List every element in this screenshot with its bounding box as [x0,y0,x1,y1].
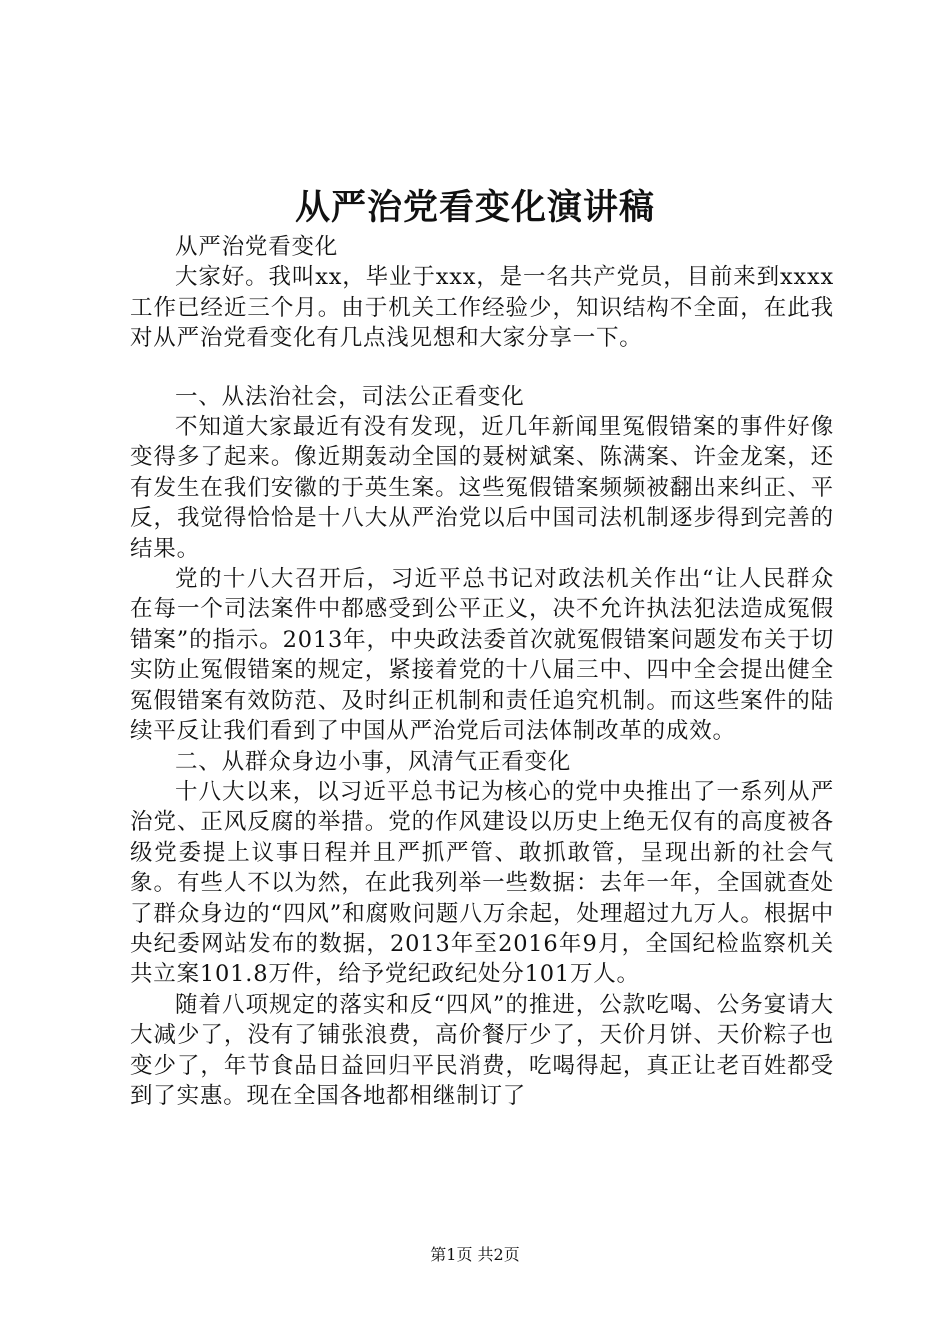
page-number-footer: 第1页 共2页 [430,1245,520,1264]
paragraph-section2-a: 十八大以来，以习近平总书记为核心的党中央推出了一系列从严治党、正风反腐的举措。党的作风建设以历史上绝无仅有的高度被各级党委提上议事日程并且严抓严管、敢抓敢管，呈现出新的社会气象。有些人不以为然，在此我列举一些数据：去年一年，全国就查处了群众身边的“四风”和腐败问题八万余起，处理超过九万人。根据中央纪委网站发布的数据，2013年至2016年9月，全国纪检监察机关共立案101.8万件，给予党纪政纪处分101万人。 [130,778,834,988]
paragraph-section1-b: 党的十八大召开后，习近平总书记对政法机关作出“让人民群众在每一个司法案件中都感受到公平正义，决不允许执法犯法造成冤假错案”的指示。2013年，中央政法委首次就冤假错案问题发布关于切实防止冤假错案的规定，紧接着党的十八届三中、四中全会提出健全冤假错案有效防范、及时纠正机制和责任追究机制。而这些案件的陆续平反让我们看到了中国从严治党后司法体制改革的成效。 [130,566,834,745]
section-heading-1: 一、从法治社会，司法公正看变化 [175,383,525,410]
document-title: 从严治党看变化演讲稿 [294,187,655,228]
paragraph-section2-b: 随着八项规定的落实和反“四风”的推进，公款吃喝、公务宴请大大减少了，没有了铺张浪费，高价餐厅少了，天价月饼、天价粽子也变少了，年节食品日益回归平民消费，吃喝得起，真正让老百姓都受到了实惠。现在全国各地都相继制订了 [130,991,834,1109]
paragraph-spacer [130,354,834,382]
paragraph-subtitle: 从严治党看变化 [175,234,339,260]
paragraph-section1-a: 不知道大家最近有没有发现，近几年新闻里冤假错案的事件好像变得多了起来。像近期轰动全国的聂树斌案、陈满案、许金龙案，还有发生在我们安徽的于英生案。这些冤假错案频频被翻出来纠正、平反，我觉得恰恰是十八大从严治党以后中国司法机制逐步得到完善的结果。 [130,414,834,562]
section-heading-2: 二、从群众身边小事，风清气正看变化 [175,748,572,775]
document-body [130,232,834,1111]
paragraph-intro: 大家好。我叫xx，毕业于xxx，是一名共产党员，目前来到xxxx工作已经近三个月。由于机关工作经验少，知识结构不全面，在此我对从严治党看变化有几点浅见想和大家分享一下。 [130,264,834,352]
